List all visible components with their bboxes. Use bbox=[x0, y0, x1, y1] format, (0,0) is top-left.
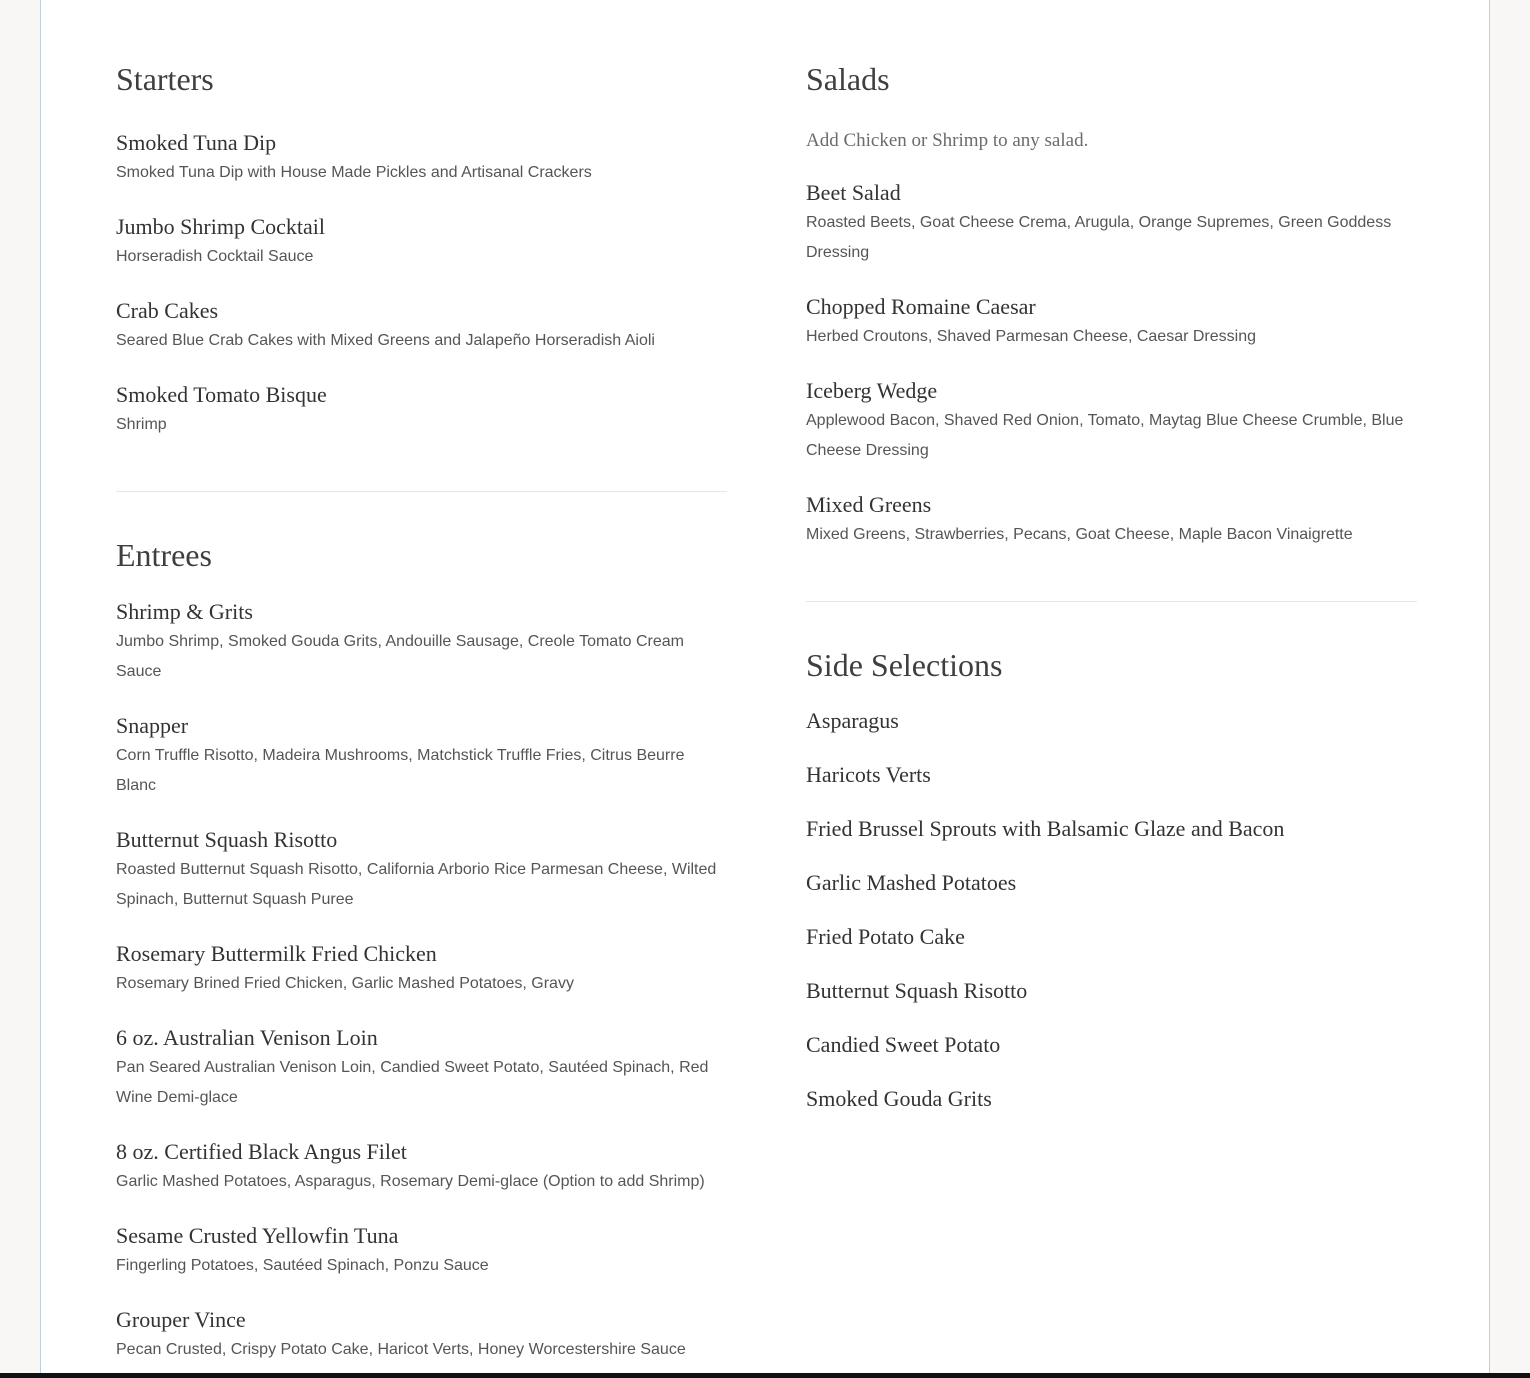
page-bottom-bar bbox=[0, 1373, 1530, 1378]
menu-item-description: Seared Blue Crab Cakes with Mixed Greens and Jalapeño Horseradish Aioli bbox=[116, 332, 655, 349]
side-item: Candied Sweet Potato bbox=[806, 1032, 1001, 1057]
menu-item-name: 8 oz. Certified Black Angus Filet bbox=[116, 1139, 407, 1164]
sides-title: Side Selections bbox=[806, 647, 1003, 683]
menu-item-description: Roasted Butternut Squash Risotto, California Arborio Rice Parmesan Cheese, Wilted Spinach, Butternut Squash Puree bbox=[116, 861, 717, 908]
menu-item-name: Grouper Vince bbox=[116, 1307, 246, 1332]
side-item: Fried Potato Cake bbox=[806, 924, 965, 949]
menu-item bbox=[116, 128, 727, 188]
menu-item-name: Crab Cakes bbox=[116, 298, 219, 323]
menu-item-description: Shrimp bbox=[116, 416, 167, 433]
menu-item-description: Herbed Croutons, Shaved Parmesan Cheese, Caesar Dressing bbox=[806, 328, 1257, 345]
menu-item-name: Snapper bbox=[116, 713, 189, 738]
menu-item-description: Pan Seared Australian Venison Loin, Candied Sweet Potato, Sautéed Spinach, Red Wine Demi-glace bbox=[116, 1059, 709, 1106]
menu-item bbox=[116, 296, 727, 356]
side-item: Butternut Squash Risotto bbox=[806, 978, 1028, 1003]
menu-item bbox=[116, 1305, 727, 1365]
menu-column-right bbox=[806, 0, 1417, 1114]
menu-item-description: Smoked Tuna Dip with House Made Pickles and Artisanal Crackers bbox=[116, 164, 592, 181]
menu-item-name: 6 oz. Australian Venison Loin bbox=[116, 1025, 378, 1050]
menu-item-name: Rosemary Buttermilk Fried Chicken bbox=[116, 941, 437, 966]
menu-item bbox=[116, 597, 727, 687]
menu-item-name: Iceberg Wedge bbox=[806, 378, 938, 403]
menu-card bbox=[40, 0, 1490, 1373]
menu-item bbox=[806, 490, 1417, 550]
entrees-title: Entrees bbox=[116, 537, 212, 573]
menu-item bbox=[116, 939, 727, 999]
menu-item bbox=[116, 380, 727, 440]
menu-item-name: Smoked Tomato Bisque bbox=[116, 382, 327, 407]
menu-item-description: Fingerling Potatoes, Sautéed Spinach, Ponzu Sauce bbox=[116, 1257, 489, 1274]
side-item: Garlic Mashed Potatoes bbox=[806, 870, 1017, 895]
menu-item-name: Sesame Crusted Yellowfin Tuna bbox=[116, 1223, 399, 1248]
menu-item-name: Chopped Romaine Caesar bbox=[806, 294, 1036, 319]
menu-item-description: Roasted Beets, Goat Cheese Crema, Arugula, Orange Supremes, Green Goddess Dressing bbox=[806, 214, 1392, 261]
side-list bbox=[806, 706, 1417, 1114]
menu-item-name: Mixed Greens bbox=[806, 492, 932, 517]
menu-item-name: Beet Salad bbox=[806, 180, 901, 205]
menu-item-description: Rosemary Brined Fried Chicken, Garlic Mashed Potatoes, Gravy bbox=[116, 975, 574, 992]
menu-item-description: Garlic Mashed Potatoes, Asparagus, Rosemary Demi-glace (Option to add Shrimp) bbox=[116, 1173, 705, 1190]
menu-item bbox=[116, 711, 727, 801]
menu-item bbox=[806, 376, 1417, 466]
side-item: Smoked Gouda Grits bbox=[806, 1086, 992, 1111]
menu-item bbox=[116, 1137, 727, 1197]
menu-item-name: Smoked Tuna Dip bbox=[116, 130, 277, 155]
menu-column-left bbox=[116, 0, 727, 1365]
menu-item-name: Shrimp & Grits bbox=[116, 599, 253, 624]
menu-item bbox=[116, 1023, 727, 1113]
menu-item bbox=[116, 212, 727, 272]
menu-item-name: Butternut Squash Risotto bbox=[116, 827, 338, 852]
menu-item-description: Mixed Greens, Strawberries, Pecans, Goat Cheese, Maple Bacon Vinaigrette bbox=[806, 526, 1353, 543]
menu-item bbox=[806, 178, 1417, 268]
menu-item-name: Jumbo Shrimp Cocktail bbox=[116, 214, 325, 239]
menu-item bbox=[116, 825, 727, 915]
menu-item-description: Jumbo Shrimp, Smoked Gouda Grits, Andouille Sausage, Creole Tomato Cream Sauce bbox=[116, 633, 684, 680]
starters-title: Starters bbox=[116, 61, 214, 97]
menu-item-description: Applewood Bacon, Shaved Red Onion, Tomato, Maytag Blue Cheese Crumble, Blue Cheese Dressing bbox=[806, 412, 1404, 459]
side-item: Asparagus bbox=[806, 708, 899, 733]
menu-item bbox=[116, 1221, 727, 1281]
menu-item-description: Corn Truffle Risotto, Madeira Mushrooms, Matchstick Truffle Fries, Citrus Beurre Blanc bbox=[116, 747, 685, 794]
salads-title: Salads bbox=[806, 61, 890, 97]
salads-note: Add Chicken or Shrimp to any salad. bbox=[806, 130, 1089, 151]
menu-item-description: Horseradish Cocktail Sauce bbox=[116, 248, 314, 265]
menu-item-description: Pecan Crusted, Crispy Potato Cake, Haricot Verts, Honey Worcestershire Sauce bbox=[116, 1341, 686, 1358]
side-item: Haricots Verts bbox=[806, 762, 931, 787]
menu-item bbox=[806, 292, 1417, 352]
side-item: Fried Brussel Sprouts with Balsamic Glaze and Bacon bbox=[806, 816, 1285, 841]
